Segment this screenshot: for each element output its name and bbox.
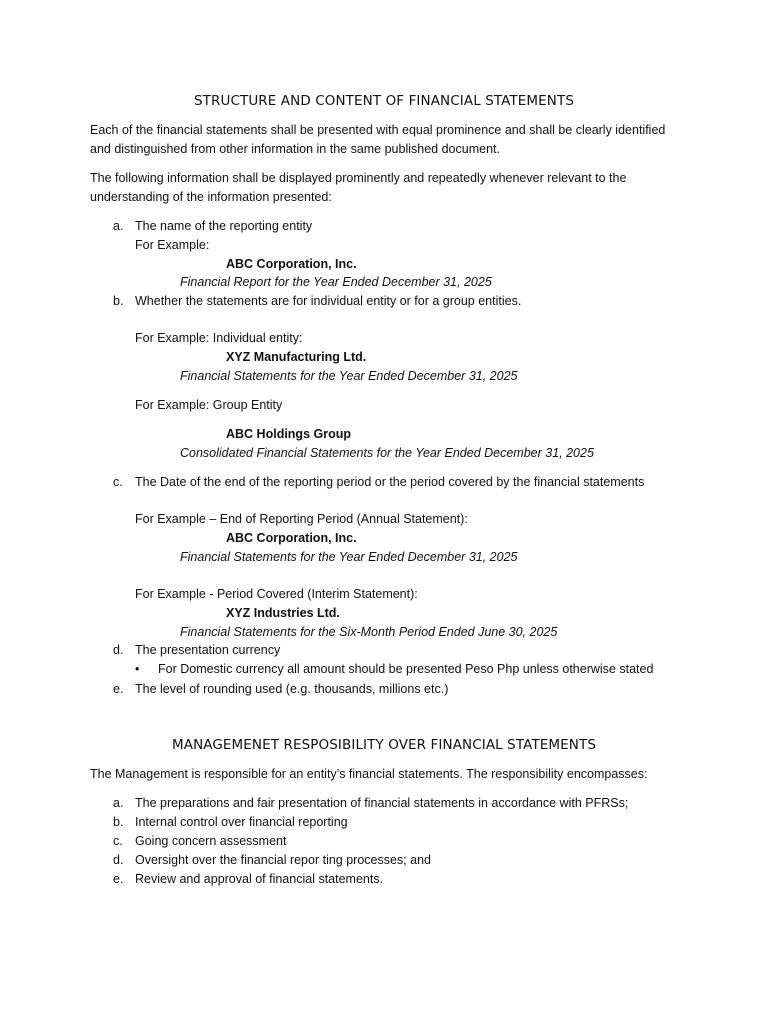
example-report-title: Financial Statements for the Six-Month Period Ended June 30, 2025 [180,625,558,639]
list-marker: b. [113,815,124,829]
list-marker: e. [113,682,124,696]
list-item-text: The presentation currency [135,643,281,657]
example-report-title: Financial Statements for the Year Ended December 31, 2025 [180,550,518,564]
example-report-title: Consolidated Financial Statements for the Year Ended December 31, 2025 [180,446,594,460]
example-report-title: Financial Statements for the Year Ended December 31, 2025 [180,369,518,383]
list-marker: a. [113,219,124,233]
list-marker: d. [113,643,124,657]
list-item-text: Review and approval of financial statements. [135,872,384,886]
example-label: For Example: [135,238,210,252]
example-label: For Example: Group Entity [135,398,283,412]
list-item-text: Going concern assessment [135,834,287,848]
paragraph-line: The Management is responsible for an entity’s financial statements. The responsibility encompasses: [90,767,648,781]
example-entity-name: ABC Holdings Group [226,427,351,441]
bullet-icon: • [135,662,140,676]
paragraph-line: The following information shall be displayed prominently and repeatedly whenever relevant to the [90,171,627,185]
list-marker: c. [113,834,123,848]
list-item-text: The preparations and fair presentation of financial statements in accordance with PFRSs; [135,796,629,810]
section-heading-structure: STRUCTURE AND CONTENT OF FINANCIAL STATEMENTS [193,93,575,109]
paragraph-line: Each of the financial statements shall be presented with equal prominence and shall be clearly identified [90,123,666,137]
example-label: For Example: Individual entity: [135,331,303,345]
list-marker: d. [113,853,124,867]
list-item-text: The level of rounding used (e.g. thousands, millions etc.) [135,682,449,696]
list-marker: c. [113,475,123,489]
bullet-item-text: For Domestic currency all amount should be presented Peso Php unless otherwise stated [158,662,654,676]
paragraph-line: understanding of the information presented: [90,190,332,204]
list-marker: e. [113,872,124,886]
list-item-text: The Date of the end of the reporting period or the period covered by the financial statements [135,475,645,489]
example-entity-name: ABC Corporation, Inc. [226,257,357,271]
list-marker: a. [113,796,124,810]
example-entity-name: XYZ Manufacturing Ltd. [226,350,367,364]
section-heading-management: MANAGEMENET RESPOSIBILITY OVER FINANCIAL STATEMENTS [171,737,597,753]
paragraph-line: and distinguished from other information in the same published document. [90,142,500,156]
example-entity-name: ABC Corporation, Inc. [226,531,357,545]
list-marker: b. [113,294,124,308]
list-item-text: Whether the statements are for individual entity or for a group entities. [135,294,522,308]
example-label: For Example – End of Reporting Period (Annual Statement): [135,512,468,526]
list-item-text: The name of the reporting entity [135,219,313,233]
list-item-text: Oversight over the financial repor ting processes; and [135,853,431,867]
example-report-title: Financial Report for the Year Ended December 31, 2025 [180,275,492,289]
example-label: For Example - Period Covered (Interim Statement): [135,587,418,601]
list-item-text: Internal control over financial reporting [135,815,348,829]
example-entity-name: XYZ Industries Ltd. [226,606,340,620]
